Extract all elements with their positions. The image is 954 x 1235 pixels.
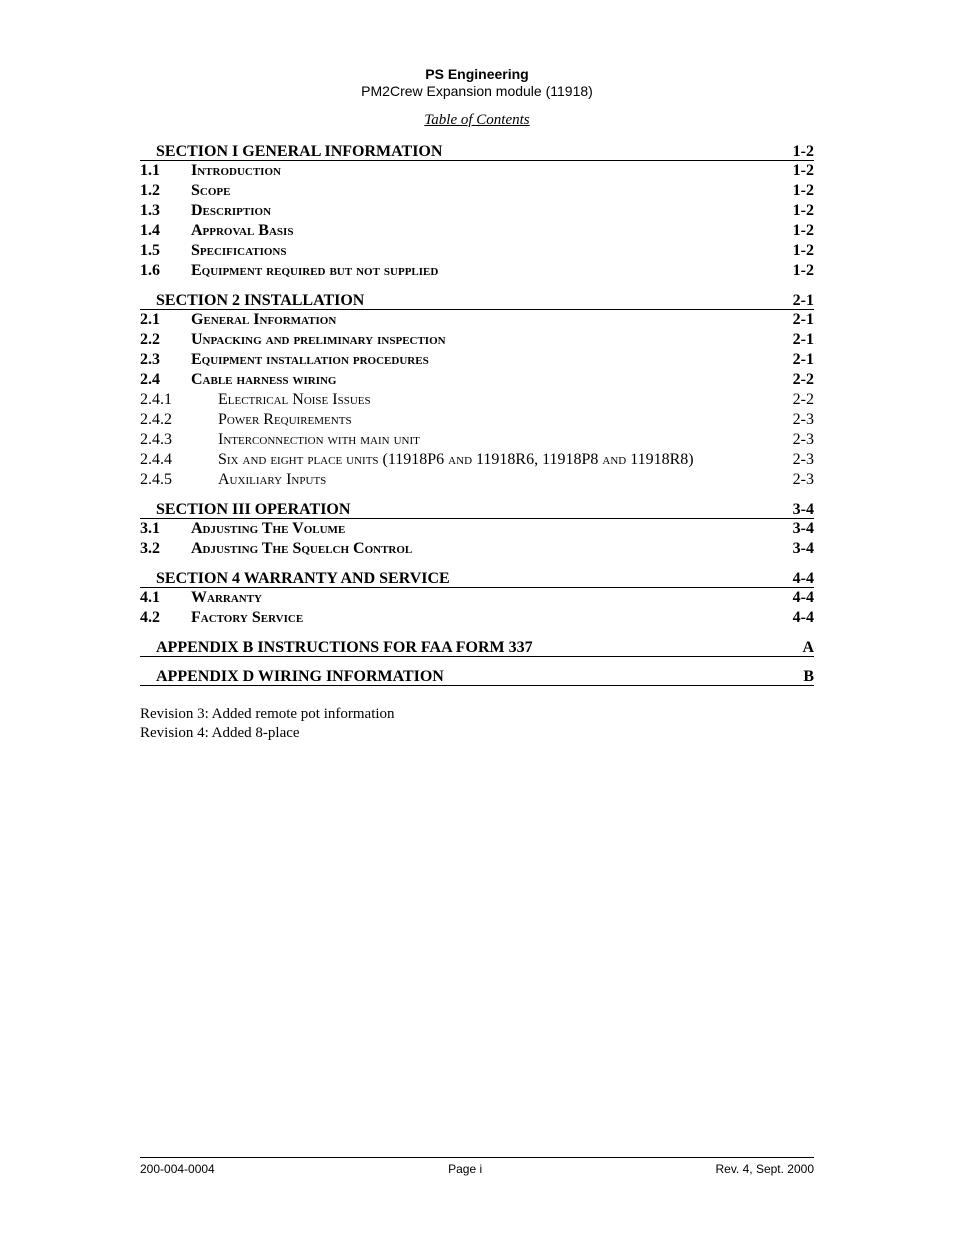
toc-section-heading[interactable] [140,500,814,519]
toc-entry-page: 2-3 [792,471,814,488]
toc-entry-title: Scope [191,182,231,199]
toc-section-heading[interactable] [140,569,814,588]
toc-entry-page: 2-3 [792,451,814,468]
toc-entry-number: 1.2 [140,182,160,199]
toc-entry[interactable] [140,161,814,181]
toc-entry[interactable] [140,519,814,539]
toc-entry-title: Unpacking and preliminary inspection [191,331,446,348]
toc-section-title: SECTION 2 INSTALLATION [156,292,365,309]
toc-section-title: APPENDIX D WIRING INFORMATION [156,668,444,685]
toc-entry-page: 3-4 [792,540,814,557]
toc-section-title: SECTION I GENERAL INFORMATION [156,143,443,160]
toc-entry[interactable] [140,241,814,261]
toc-entry-page: 1-2 [792,162,814,179]
toc-section-title: SECTION III OPERATION [156,501,351,518]
toc-entry-number: 2.4.1 [140,391,172,408]
toc-entry-title: Six and eight place units (11918P6 and 11918R6, 11918P8 and 11918R8) [218,451,694,468]
revision-notes [140,705,395,743]
toc-entry[interactable] [140,470,814,490]
toc-entry-title: Approval Basis [191,222,294,239]
revision-note: Revision 3: Added remote pot information [140,706,395,722]
toc-entry[interactable] [140,330,814,350]
toc-entry-title: General Information [191,311,337,328]
toc-section-title: APPENDIX B INSTRUCTIONS FOR FAA FORM 337 [156,639,533,656]
toc-entry-title: Introduction [191,162,281,179]
toc-entry-number: 2.4.4 [140,451,172,468]
toc-entry-title: Adjusting The Volume [191,520,346,537]
revision-date: Rev. 4, Sept. 2000 [715,1162,814,1176]
toc-section-heading[interactable] [140,291,814,310]
toc-entry-title: Power Requirements [218,411,352,428]
toc-entry[interactable] [140,390,814,410]
toc-entry[interactable] [140,450,814,470]
toc-section-page: 2-1 [792,292,814,309]
toc-entry-title: Specifications [191,242,287,259]
toc-entry-number: 4.2 [140,609,160,626]
toc-entry-title: Cable harness wiring [191,371,337,388]
toc-entry-number: 1.1 [140,162,160,179]
toc-section-title: SECTION 4 WARRANTY AND SERVICE [156,570,450,587]
toc-entry-title: Adjusting The Squelch Control [191,540,413,557]
toc-entry[interactable] [140,370,814,390]
toc-entry-number: 3.1 [140,520,160,537]
toc-entry-title: Description [191,202,272,219]
toc-entry-page: 1-2 [792,182,814,199]
toc-entry-title: Warranty [191,589,262,606]
toc-entry-page: 1-2 [792,202,814,219]
toc-entry-number: 1.6 [140,262,160,279]
toc-entry-page: 2-1 [792,311,814,328]
company-name: PS Engineering [425,66,529,82]
toc-entry-page: 4-4 [792,609,814,626]
toc-entry-number: 2.4.3 [140,431,172,448]
page-number: Page i [448,1162,483,1176]
toc-entry[interactable] [140,261,814,281]
toc-entry-page: 1-2 [792,222,814,239]
toc-section-page: 1-2 [792,143,814,160]
toc-entry-number: 1.3 [140,202,160,219]
revision-note: Revision 4: Added 8-place [140,725,300,741]
toc-entry-title: Equipment installation procedures [191,351,429,368]
toc-section-page: 3-4 [792,501,814,518]
toc-entry[interactable] [140,588,814,608]
toc-entry-number: 1.5 [140,242,160,259]
toc-entry[interactable] [140,430,814,450]
toc-section-heading[interactable] [140,667,814,686]
toc-entry-page: 2-3 [792,431,814,448]
toc-entry-number: 2.1 [140,311,160,328]
toc-entry[interactable] [140,539,814,559]
toc-entry-number: 2.4.2 [140,411,172,428]
toc-entry-page: 1-2 [792,262,814,279]
table-of-contents [140,142,814,686]
toc-entry-page: 1-2 [792,242,814,259]
doc-number: 200-004-0004 [140,1162,215,1176]
toc-entry-title: Factory Service [191,609,304,626]
toc-entry-page: 2-1 [792,331,814,348]
toc-entry[interactable] [140,221,814,241]
toc-section-page: 4-4 [792,570,814,587]
toc-entry-title: Interconnection with main unit [218,431,420,448]
toc-entry-number: 2.3 [140,351,160,368]
toc-entry-number: 2.2 [140,331,160,348]
toc-entry[interactable] [140,201,814,221]
toc-entry-number: 4.1 [140,589,160,606]
toc-entry-number: 1.4 [140,222,160,239]
toc-entry-number: 2.4 [140,371,160,388]
product-name: PM2Crew Expansion module (11918) [361,83,593,99]
toc-entry-page: 2-2 [792,391,814,408]
toc-entry[interactable] [140,181,814,201]
toc-entry-title: Equipment required but not supplied [191,262,439,279]
toc-entry-page: 4-4 [792,589,814,606]
toc-entry[interactable] [140,410,814,430]
toc-entry-number: 2.4.5 [140,471,172,488]
page-footer [140,1157,814,1176]
toc-entry-title: Electrical Noise Issues [218,391,371,408]
toc-entry[interactable] [140,350,814,370]
toc-section-page: A [802,639,814,656]
toc-entry-page: 2-3 [792,411,814,428]
toc-entry[interactable] [140,608,814,628]
toc-section-heading[interactable] [140,142,814,161]
toc-title: Table of Contents [424,112,530,128]
toc-entry-page: 2-2 [792,371,814,388]
toc-entry[interactable] [140,310,814,330]
toc-entry-page: 2-1 [792,351,814,368]
toc-entry-title: Auxiliary Inputs [218,471,327,488]
toc-section-page: B [803,668,814,685]
toc-section-heading[interactable] [140,638,814,657]
toc-entry-number: 3.2 [140,540,160,557]
toc-entry-page: 3-4 [792,520,814,537]
